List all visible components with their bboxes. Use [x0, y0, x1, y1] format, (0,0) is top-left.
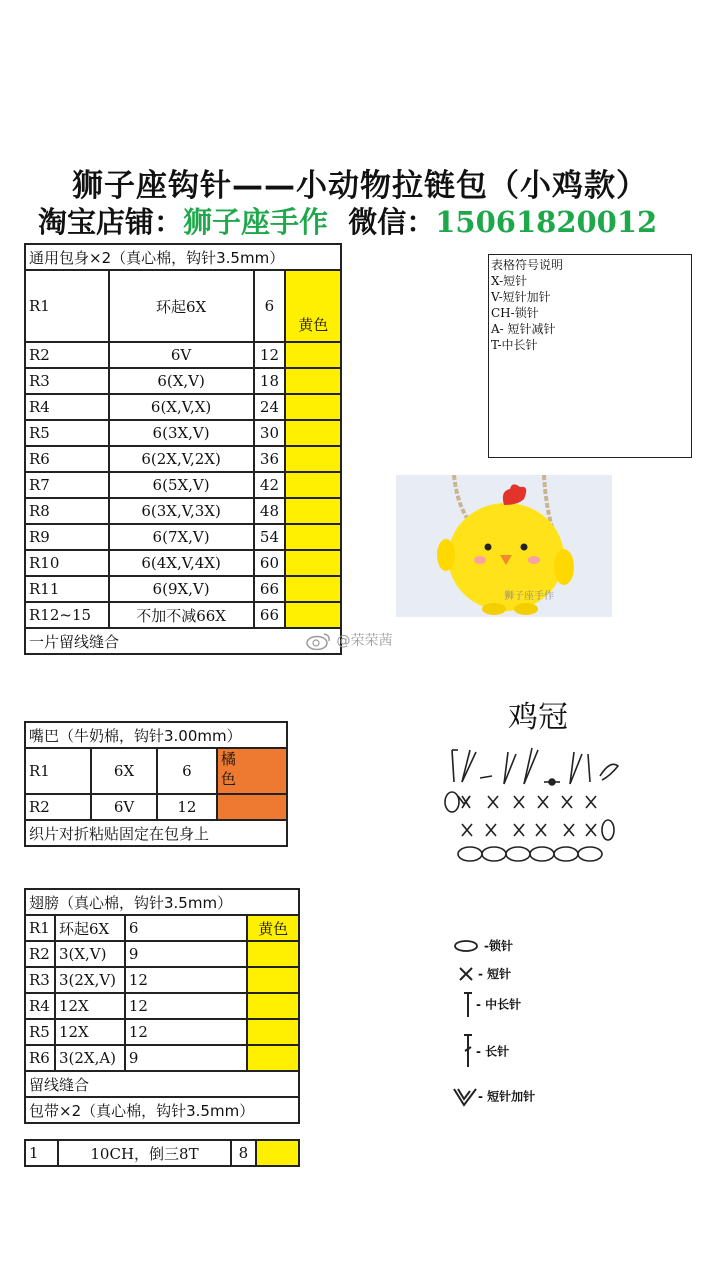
- table-cell-stitch: 6X: [91, 748, 157, 794]
- table-cell-count: 24: [254, 394, 286, 420]
- table-cell-stitch: 10CH，倒三8T: [58, 1140, 231, 1166]
- body-table-footer: 一片留线缝合: [25, 628, 341, 654]
- table-cell-count: 18: [254, 368, 286, 394]
- table-cell-count: 42: [254, 472, 286, 498]
- shop-name: 狮子座手作: [183, 205, 329, 239]
- orange-label: 橘色: [220, 750, 236, 788]
- table-cell-count: 36: [254, 446, 286, 472]
- table-cell-stitch: 不加不减66X: [109, 602, 254, 628]
- table-cell-round: R7: [25, 472, 109, 498]
- body-table-header: 通用包身×2（真心棉，钩针3.5mm）: [25, 244, 341, 270]
- table-cell-stitch: 3(X,V): [55, 941, 125, 967]
- table-cell-round: R1: [25, 748, 91, 794]
- table-cell-stitch: 3(2X,V): [55, 967, 125, 993]
- key-inc-label: - 短针加针: [478, 1089, 536, 1104]
- table-cell-count: 6: [254, 270, 286, 342]
- credit-text: @荣荣茜: [336, 633, 393, 649]
- wechat-number: 15061820012: [435, 205, 658, 239]
- key-double-crochet: [460, 1033, 509, 1069]
- table-cell-count: 6: [157, 748, 217, 794]
- comb-stitch-diagram: [440, 740, 640, 868]
- table-cell-stitch: 6V: [109, 342, 254, 368]
- color-cell: [285, 498, 341, 524]
- table-cell-stitch: 6(2X,V,2X): [109, 446, 254, 472]
- color-cell: [285, 446, 341, 472]
- table-cell-round: R8: [25, 498, 109, 524]
- color-cell: [247, 941, 299, 967]
- legend-item: T-中长针: [491, 338, 538, 352]
- table-cell-stitch: 12X: [55, 993, 125, 1019]
- table-cell-count: 9: [125, 941, 247, 967]
- color-cell-orange: [217, 748, 287, 794]
- color-cell: [285, 342, 341, 368]
- key-sc-label: - 短针: [478, 967, 512, 981]
- half-double-crochet-icon: [460, 989, 476, 1019]
- table-cell-count: 9: [125, 1045, 247, 1071]
- symbol-legend: [488, 254, 692, 458]
- table-cell-count: 6: [125, 915, 247, 941]
- table-cell-round: 1: [25, 1140, 58, 1166]
- table-cell-count: 30: [254, 420, 286, 446]
- table-cell-stitch: 6(9X,V): [109, 576, 254, 602]
- color-cell-yellow: 黄色: [247, 915, 299, 941]
- table-cell-count: 66: [254, 576, 286, 602]
- table-cell-round: R1: [25, 915, 55, 941]
- increase-stitch-icon: [452, 1085, 478, 1107]
- table-cell-stitch: 3(2X,A): [55, 1045, 125, 1071]
- table-cell-round: R6: [25, 1045, 55, 1071]
- table-cell-count: 66: [254, 602, 286, 628]
- table-cell-stitch: 6(3X,V,3X): [109, 498, 254, 524]
- page-title: 狮子座钩针——小动物拉链包（小鸡款）: [72, 168, 648, 204]
- legend-item: CH-锁针: [491, 306, 539, 320]
- table-cell-count: 12: [125, 1019, 247, 1045]
- single-crochet-icon: [456, 966, 478, 982]
- legend-title: 表格符号说明: [491, 258, 564, 272]
- key-chain: [452, 935, 513, 954]
- color-cell: [285, 524, 341, 550]
- table-cell-round: R4: [25, 394, 109, 420]
- key-increase: [452, 1085, 535, 1107]
- color-cell: [247, 1019, 299, 1045]
- table-cell-stitch: 6(7X,V): [109, 524, 254, 550]
- table-cell-count: 12: [157, 794, 217, 820]
- chain-stitch-icon: [452, 939, 484, 953]
- table-cell-round: R2: [25, 342, 109, 368]
- strap-pattern-table: [24, 1139, 300, 1167]
- legend-item: V-短针加针: [491, 290, 551, 304]
- table-cell-round: R9: [25, 524, 109, 550]
- table-cell-round: R5: [25, 420, 109, 446]
- color-cell: [285, 602, 341, 628]
- color-cell: [247, 967, 299, 993]
- table-cell-round: R1: [25, 270, 109, 342]
- color-cell-yellow: 黄色: [285, 270, 341, 342]
- strap-table-header: 包带×2（真心棉，钩针3.5mm）: [25, 1097, 299, 1123]
- table-cell-count: 12: [125, 967, 247, 993]
- wing-pattern-table: [24, 888, 300, 1124]
- table-cell-stitch: 6V: [91, 794, 157, 820]
- mouth-table-footer: 织片对折粘贴固定在包身上: [25, 820, 287, 846]
- table-cell-count: 8: [231, 1140, 256, 1166]
- color-cell: [285, 472, 341, 498]
- table-cell-count: 12: [125, 993, 247, 1019]
- color-cell: [217, 794, 287, 820]
- color-cell: [247, 1045, 299, 1071]
- legend-item: A- 短针减针: [491, 322, 556, 336]
- table-cell-round: R10: [25, 550, 109, 576]
- table-cell-count: 48: [254, 498, 286, 524]
- table-cell-round: R3: [25, 967, 55, 993]
- table-cell-round: R6: [25, 446, 109, 472]
- key-dc-label: - 长针: [476, 1044, 510, 1059]
- table-cell-stitch: 6(5X,V): [109, 472, 254, 498]
- table-cell-round: R12~15: [25, 602, 109, 628]
- table-cell-count: 54: [254, 524, 286, 550]
- wing-table-footer: 留线缝合: [25, 1071, 299, 1097]
- comb-title: 鸡冠: [508, 700, 568, 735]
- table-cell-round: R5: [25, 1019, 55, 1045]
- color-cell: [285, 550, 341, 576]
- color-cell: [285, 368, 341, 394]
- wechat-label: 微信：: [348, 205, 436, 239]
- table-cell-round: R2: [25, 941, 55, 967]
- weibo-credit: [306, 630, 392, 650]
- weibo-icon: [306, 632, 332, 650]
- table-cell-stitch: 6(3X,V): [109, 420, 254, 446]
- color-cell: [256, 1140, 299, 1166]
- table-cell-round: R3: [25, 368, 109, 394]
- table-cell-stitch: 环起6X: [55, 915, 125, 941]
- table-cell-count: 60: [254, 550, 286, 576]
- mouth-pattern-table: [24, 721, 288, 847]
- table-cell-stitch: 6(X,V,X): [109, 394, 254, 420]
- table-cell-round: R2: [25, 794, 91, 820]
- color-cell: [285, 394, 341, 420]
- mouth-table-header: 嘴巴（牛奶棉，钩针3.00mm）: [25, 722, 287, 748]
- shop-label: 淘宝店铺：: [38, 205, 184, 239]
- key-half-double: [460, 989, 521, 1019]
- key-hdc-label: - 中长针: [476, 997, 522, 1012]
- table-cell-stitch: 环起6X: [109, 270, 254, 342]
- color-cell: [285, 420, 341, 446]
- chick-illustration: [396, 475, 612, 617]
- table-cell-stitch: 6(X,V): [109, 368, 254, 394]
- chick-bag-photo: [396, 475, 612, 617]
- double-crochet-icon: [460, 1033, 476, 1069]
- legend-item: X-短针: [491, 274, 528, 288]
- color-cell: [285, 576, 341, 602]
- table-cell-stitch: 12X: [55, 1019, 125, 1045]
- shop-info: [38, 200, 718, 241]
- key-single-crochet: [456, 963, 511, 982]
- table-cell-round: R4: [25, 993, 55, 1019]
- color-cell: [247, 993, 299, 1019]
- body-pattern-table: [24, 243, 342, 655]
- wing-table-header: 翅膀（真心棉，钩针3.5mm）: [25, 889, 299, 915]
- table-cell-count: 12: [254, 342, 286, 368]
- photo-watermark: 狮子座手作: [504, 591, 554, 602]
- key-chain-label: -锁针: [484, 939, 513, 953]
- table-cell-stitch: 6(4X,V,4X): [109, 550, 254, 576]
- table-cell-round: R11: [25, 576, 109, 602]
